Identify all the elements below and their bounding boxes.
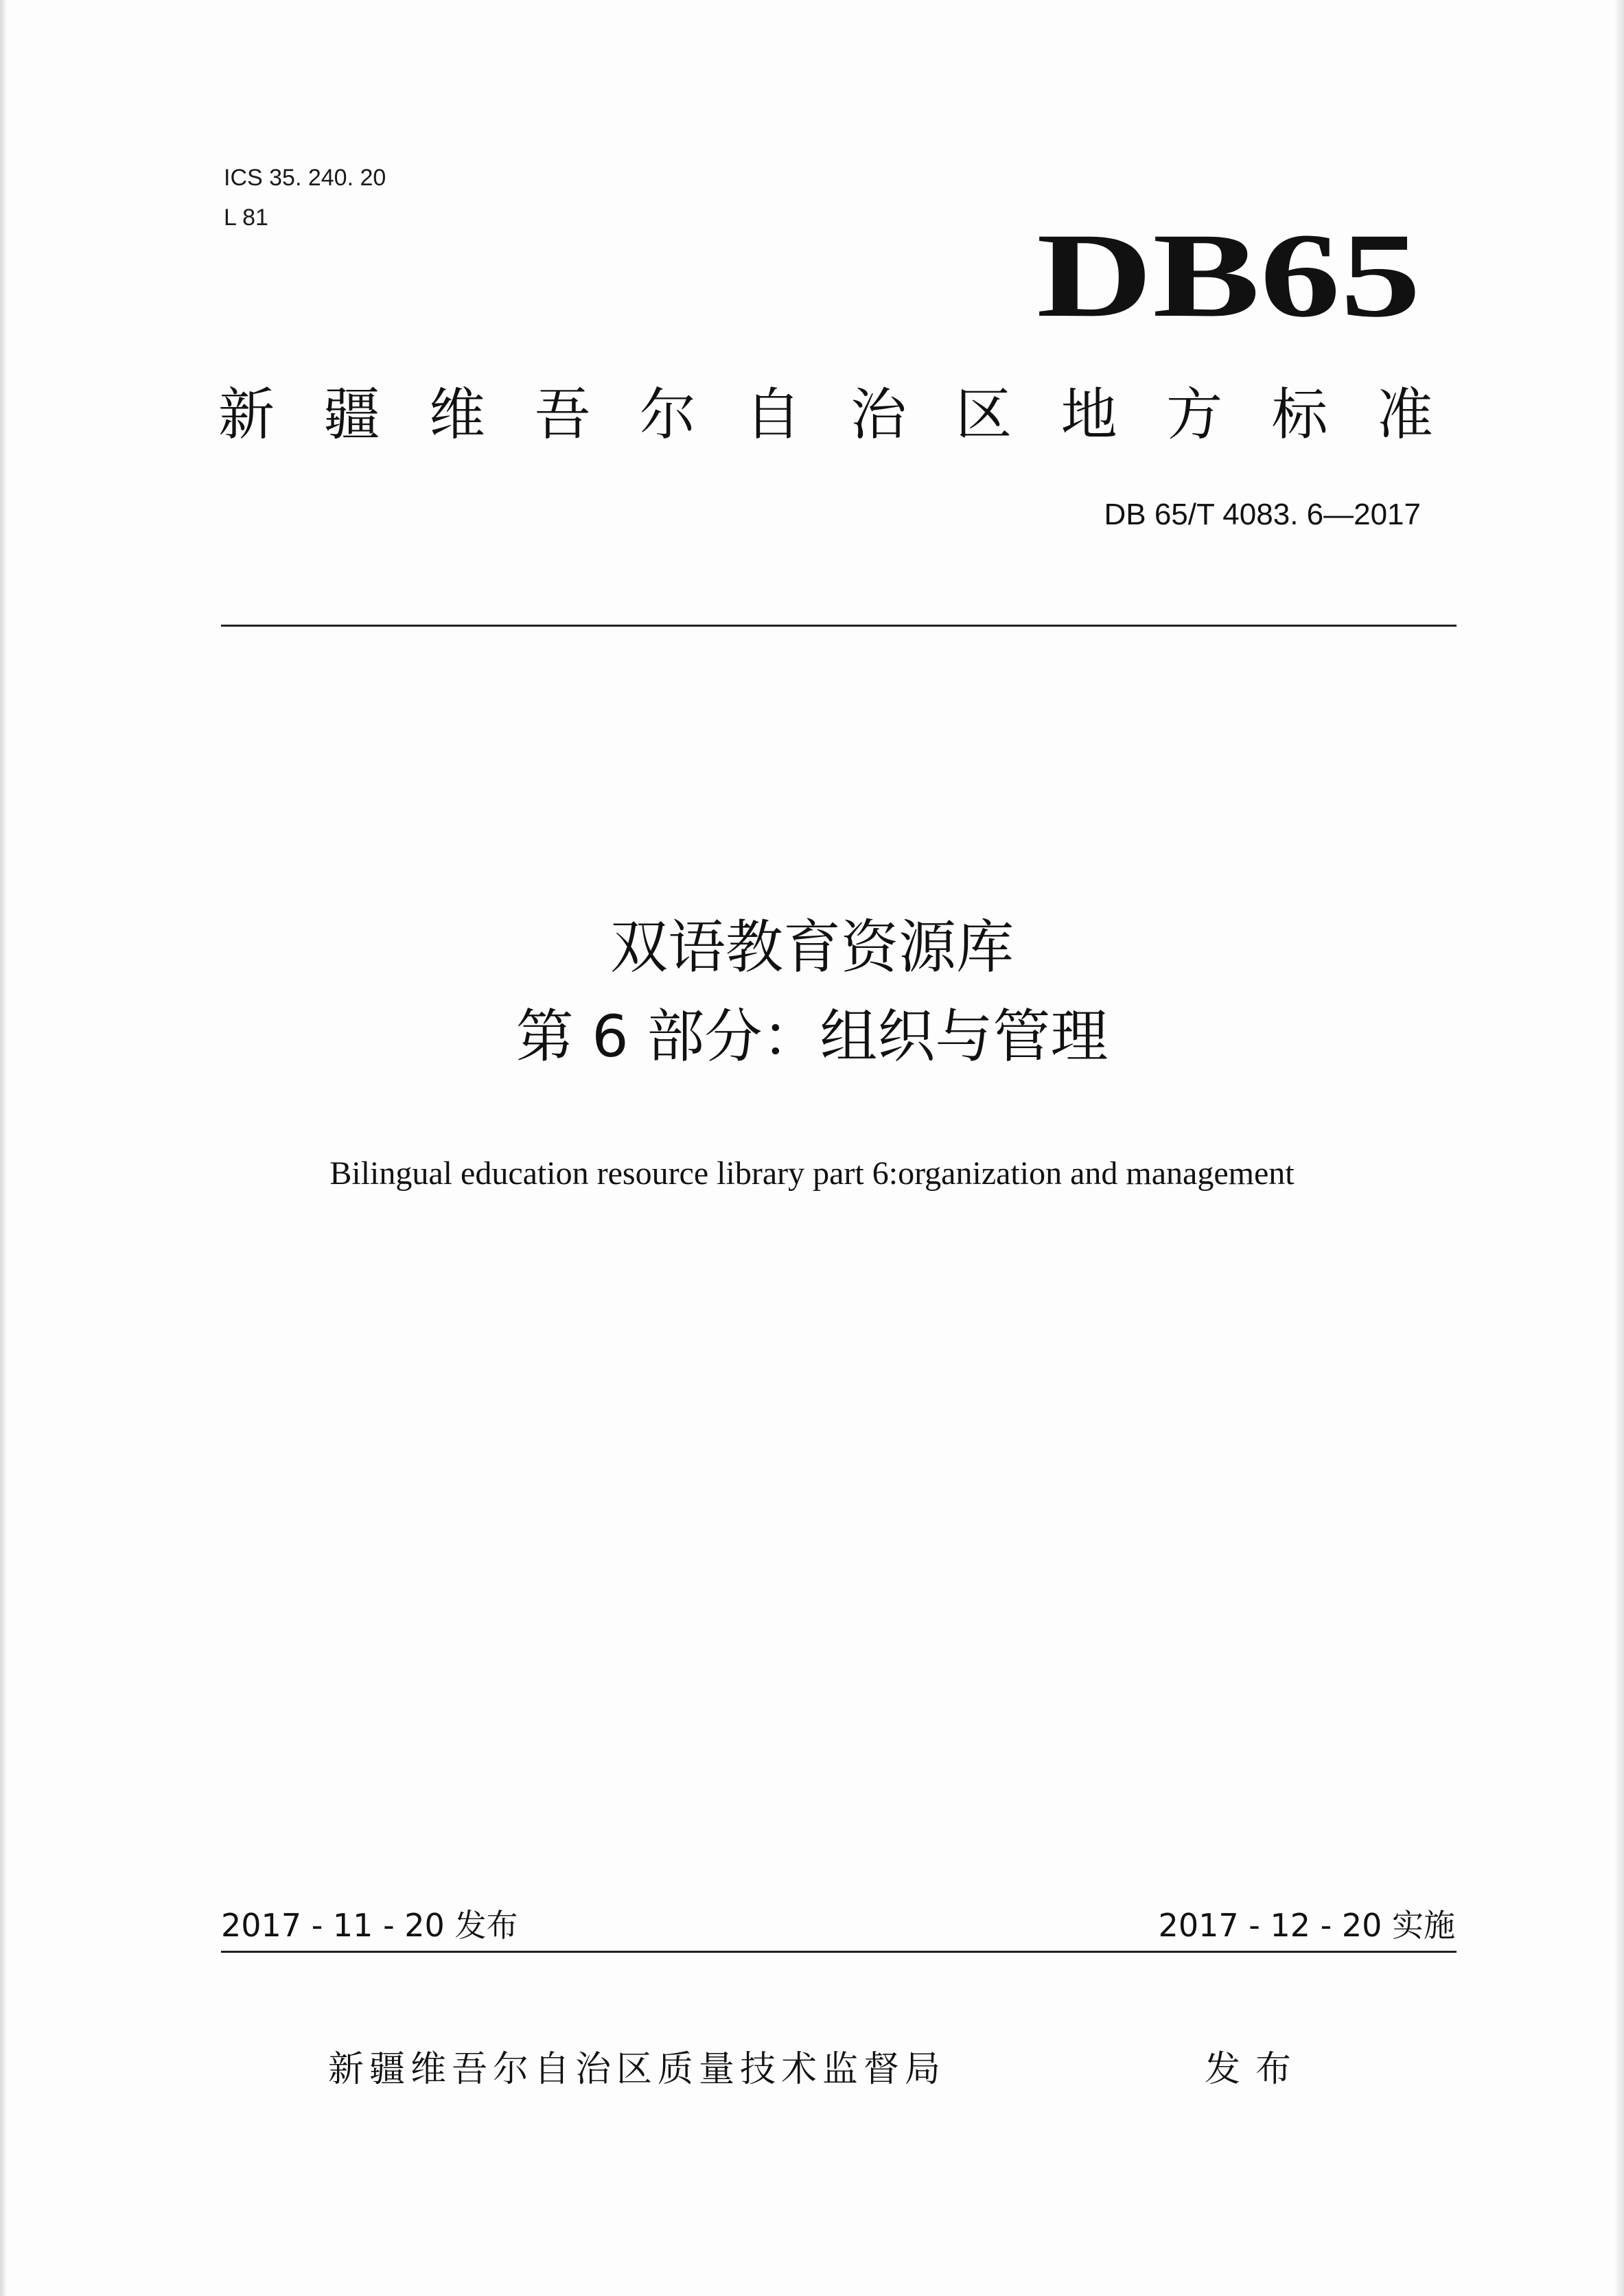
authority-char: 方 — [1166, 382, 1223, 448]
authority-char: 疆 — [323, 382, 380, 448]
authority-char: 准 — [1376, 382, 1433, 448]
issue-date: 2017 - 11 - 20 发布 — [221, 1907, 518, 1944]
authority-char: 吾 — [534, 382, 591, 448]
implementation-date: 2017 - 12 - 20 实施 — [1158, 1907, 1455, 1944]
db65-logo-text: DB65 — [1036, 218, 1421, 335]
authority-title — [218, 381, 1433, 450]
title-line-2: 第 6 部分：组织与管理 — [515, 1003, 1109, 1070]
footer-divider — [221, 1951, 1457, 1953]
standard-number: DB 65/T 4083. 6—2017 — [1104, 498, 1421, 531]
authority-char: 标 — [1271, 382, 1328, 448]
authority-char: 新 — [218, 382, 275, 448]
scan-edge-right — [1614, 0, 1624, 2296]
authority-char: 自 — [745, 382, 802, 448]
title-line-1: 双语教育资源库 — [610, 914, 1014, 981]
classification-codes — [224, 158, 386, 237]
publish-label: 发布 — [1205, 2049, 1307, 2090]
authority-char: 尔 — [639, 382, 696, 448]
authority-char: 治 — [850, 382, 907, 448]
db65-logo — [1030, 218, 1428, 335]
header-divider — [221, 625, 1457, 627]
ccs-code: L 81 — [224, 205, 268, 231]
authority-char: 维 — [428, 382, 485, 448]
scan-edge-left — [0, 0, 7, 2296]
ics-code: ICS 35. 240. 20 — [224, 165, 386, 191]
publisher-name: 新疆维吾尔自治区质量技术监督局 — [328, 2049, 947, 2090]
authority-char: 地 — [1060, 382, 1117, 448]
document-title — [0, 903, 1624, 1081]
english-title: Bilingual education resource library part 6:organization and management — [329, 1155, 1295, 1192]
authority-char: 区 — [955, 382, 1012, 448]
